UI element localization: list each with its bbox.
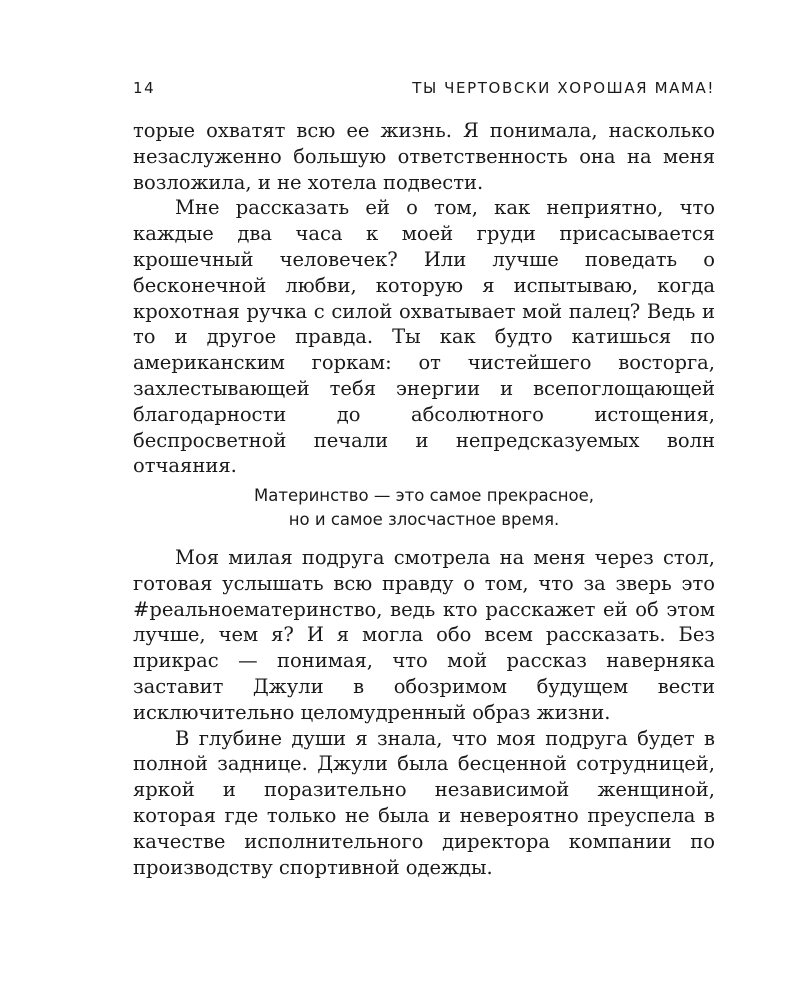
paragraph: Мне рассказать ей о том, как неприятно, что каждые два часа к моей груди присасывается крошечный человечек? Или лучше поведать о бесконечной любви, которую я испытываю, когда крохотная ручка с силой охватывает мой палец? Ведь и то и другое правда. Ты как будто катишься по американским горкам: от чистейшего восторга, захлестывающей тебя энергии и всепоглощающей благодарности до абсолютного истощения, беспросветной печали и непредсказуемых волн отчаяния. [133,196,715,478]
paragraph: В глубине души я знала, что моя подруга будет в полной заднице. Джули была бесценной сотрудницей, яркой и поразительно независимой женщиной, которая где только не была и невероятно преуспела в качестве исполнительного директора компании по производству спортивной одежды. [133,726,715,879]
pull-quote-line-2: но и самое злосчастное время. [288,510,560,529]
book-title: ТЫ ЧЕРТОВСКИ ХОРОШАЯ МАМА! [412,79,715,97]
page-number: 14 [133,79,156,97]
body-text-top [133,118,715,479]
running-header [133,79,715,101]
pull-quote [133,484,715,532]
paragraph-continued: торые охватят всю ее жизнь. Я понимала, насколько незаслуженно большую ответственность она на меня возложила, и не хотела подвести. [133,119,715,194]
pull-quote-line-1: Материнство — это самое прекрасное, [253,486,595,505]
paragraph: Моя милая подруга смотрела на меня через стол, готовая услышать всю правду о том, что за зверь это #реальноематеринство, ведь кто расскажет ей об этом лучше, чем я? И я могла обо всем рассказать. Без прикрас — понимая, что мой рассказ наверняка заставит Джули в обозримом будущем вести исключительно целомудренный образ жизни. [133,546,715,724]
body-text-bottom [133,545,715,880]
